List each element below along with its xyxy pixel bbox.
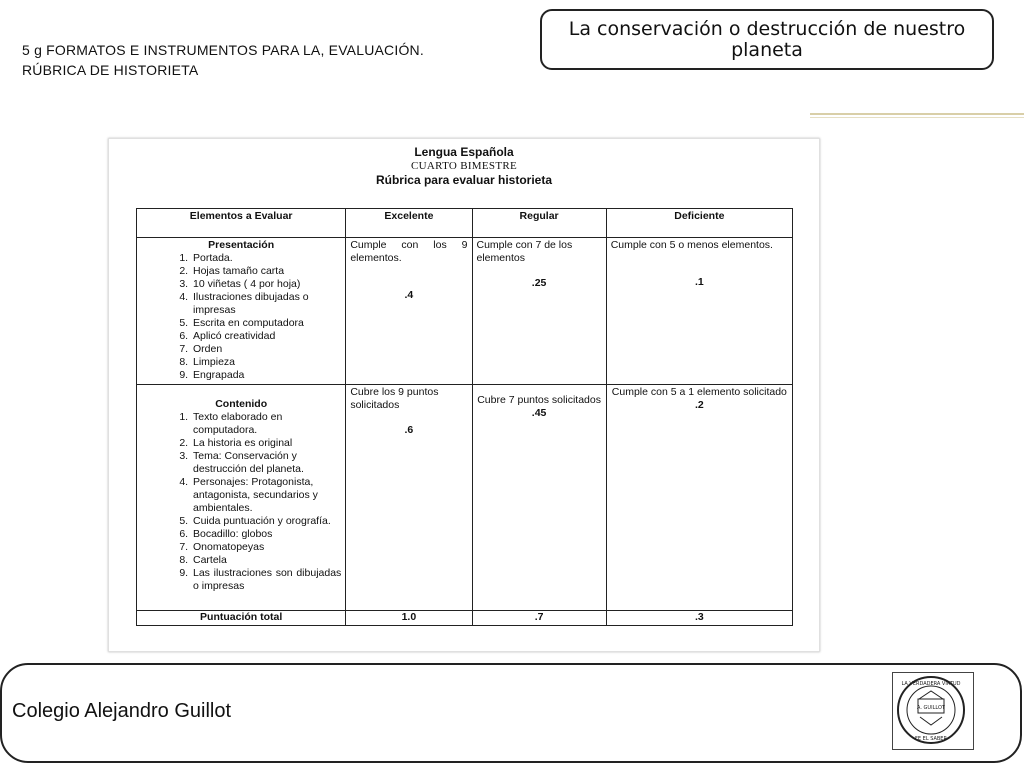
cell-regular [472,385,606,611]
cell-text: Cubre 7 puntos solicitados [477,394,601,406]
seal-center-text: A. GUILLOT [917,705,945,711]
document-title: Rúbrica para evaluar historieta [375,173,553,187]
column-header: Elementos a Evaluar [137,209,346,238]
document-subject: Lengua Española [414,145,514,159]
list-item: 6. Aplicó creatividad [191,330,341,343]
slide-title-line-2: planeta [731,39,803,61]
table-row [137,238,793,385]
rubric-document-image [108,138,820,652]
column-header: Excelente [346,209,472,238]
seal-ring-text: LA VERDADERA VIRTUD [901,681,961,687]
cell-score: .25 [531,277,547,289]
cell-score: .1 [694,276,704,288]
list-item: 9. Engrapada [191,369,341,382]
list-item: 7. Onomatopeyas [191,541,341,554]
seal-icon [893,673,973,749]
table-row [137,385,793,611]
slide-title-line-1: La conservación o destrucción de nuestro [568,18,966,40]
header-line-2: RÚBRICA DE HISTORIETA [22,62,199,78]
cell-deficiente [606,385,792,611]
contenido-list [141,411,341,593]
list-item: 5. Cuida puntuación y orografía. [191,515,341,528]
document-period: CUARTO BIMESTRE [410,160,517,172]
document-heading [109,145,819,187]
list-item: 5. Escrita en computadora [191,317,341,330]
total-excelente: 1.0 [346,611,472,626]
list-item: 7. Orden [191,343,341,356]
list-item: 8. Cartela [191,554,341,567]
list-item: 2. Hojas tamaño carta [191,265,341,278]
section-title: Contenido [215,398,268,410]
cell-regular [472,238,606,385]
cell-excelente [346,385,472,611]
list-item: 6. Bocadillo: globos [191,528,341,541]
list-item: 1. Portada. [191,252,341,265]
cell-deficiente [606,238,792,385]
total-label: Puntuación total [137,611,346,626]
cell-score: .45 [531,407,547,419]
section-title: Presentación [208,239,275,251]
presentacion-criteria [137,238,346,385]
presentacion-list [141,252,341,382]
list-item: 2. La historia es original [191,437,341,450]
total-deficiente: .3 [606,611,792,626]
list-item: 8. Limpieza [191,356,341,369]
cell-text: Cumple con 5 a 1 elemento solicitado [611,386,787,398]
school-seal-logo [892,672,974,750]
table-header-row [137,209,793,238]
seal-bottom-text: FE EL SABER [915,736,947,742]
cell-text: Cumple con 5 o menos elementos. [610,239,773,251]
school-name: Colegio Alejandro Guillot [12,700,232,722]
cell-score: .2 [694,399,704,411]
list-item: 1. Texto elaborado en computadora. [191,411,341,437]
cell-text: Cumple con 7 de los elementos [476,239,573,264]
cell-text: Cubre los 9 puntos solicitados [350,386,439,411]
contenido-criteria [137,385,346,611]
header-subtitle [22,40,424,80]
list-item: 3. Tema: Conservación y destrucción del planeta. [191,450,341,476]
list-item: 4. Ilustraciones dibujadas o impresas [191,291,341,317]
list-item: 9. Las ilustraciones son dibujadas o impresas [191,567,341,593]
rubric-table [136,208,793,626]
list-item: 4. Personajes: Protagonista, antagonista, secundarios y ambientales. [191,476,341,515]
decorative-line-thin [810,117,1024,118]
list-item: 3. 10 viñetas ( 4 por hoja) [191,278,341,291]
cell-score: .4 [404,289,414,301]
total-regular: .7 [472,611,606,626]
header-line-1: 5 g FORMATOS E INSTRUMENTOS PARA LA, EVALUACIÓN. [22,42,424,58]
column-header: Regular [472,209,606,238]
cell-text: Cumple con los 9 elementos. [350,239,468,264]
cell-excelente [346,238,472,385]
cell-score: .6 [404,424,414,436]
slide-title-box [540,9,994,70]
total-row [137,611,793,626]
column-header: Deficiente [606,209,792,238]
decorative-line [810,113,1024,115]
